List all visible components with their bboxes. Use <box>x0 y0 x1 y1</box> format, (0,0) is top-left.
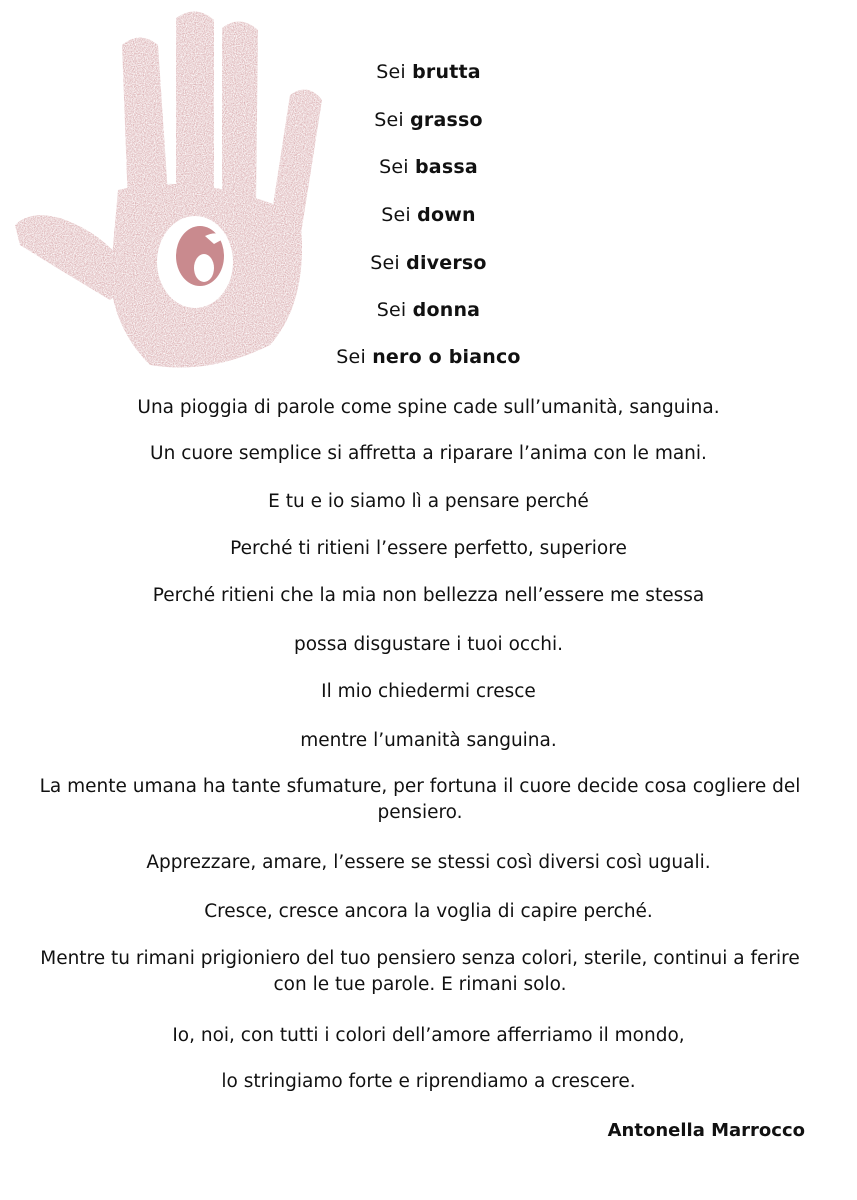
verse-line: La mente umana ha tante sfumature, per fortuna il cuore decide cosa cogliere del pensiero. <box>39 776 801 823</box>
verse-line: Una pioggia di parole come spine cade sull’umanità, sanguina. <box>137 397 720 418</box>
verse-line: Cresce, cresce ancora la voglia di capire perché. <box>204 901 653 922</box>
refrain-line: Sei donna <box>376 299 481 321</box>
verse-line: Apprezzare, amare, l’essere se stessi così diversi così uguali. <box>146 852 711 873</box>
verse-line: lo stringiamo forte e riprendiamo a crescere. <box>221 1071 636 1092</box>
refrain-line: Sei diverso <box>370 252 487 274</box>
verse-line: Mentre tu rimani prigioniero del tuo pensiero senza colori, sterile, continui a ferire con le tue parole. E rimani solo. <box>40 948 800 995</box>
author-signature: Antonella Marrocco <box>607 1120 805 1141</box>
refrain-line: Sei down <box>381 204 476 226</box>
verse-line: Il mio chiedermi cresce <box>321 681 536 702</box>
refrain-line: Sei nero o bianco <box>336 346 521 368</box>
verse-line: E tu e io siamo lì a pensare perché <box>268 491 589 512</box>
refrain-line: Sei grasso <box>374 109 483 131</box>
verse-line: Perché ritieni che la mia non bellezza nell’essere me stessa <box>152 585 705 606</box>
handprint-icon <box>0 0 340 380</box>
verse-line: Perché ti ritieni l’essere perfetto, superiore <box>230 538 627 559</box>
verse-line: Un cuore semplice si affretta a riparare l’anima con le mani. <box>150 443 707 464</box>
refrain-line: Sei bassa <box>379 156 478 178</box>
verse-line: possa disgustare i tuoi occhi. <box>294 634 563 655</box>
refrain-line: Sei brutta <box>376 61 481 83</box>
verse-line: Io, noi, con tutti i colori dell’amore afferriamo il mondo, <box>172 1025 685 1046</box>
verse-line: mentre l’umanità sanguina. <box>300 730 557 751</box>
